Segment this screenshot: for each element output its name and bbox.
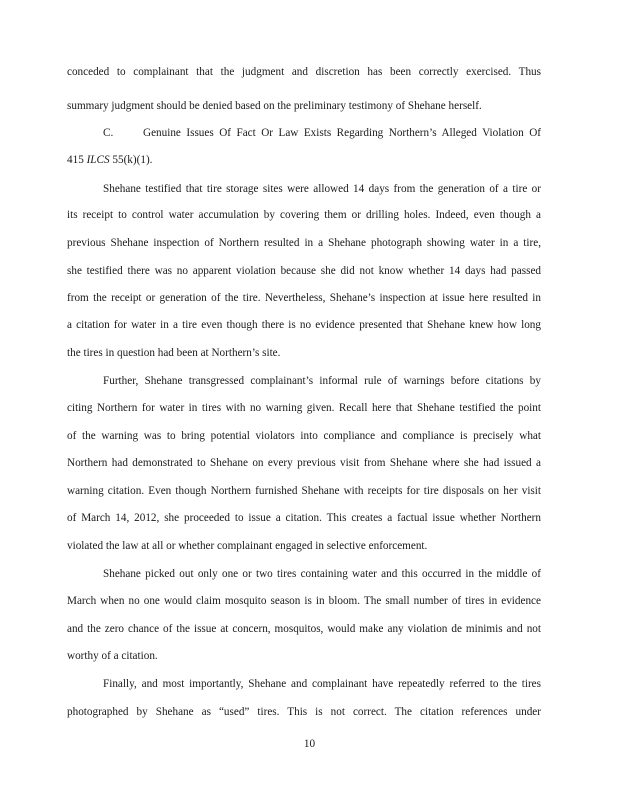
paragraph-5-line-2: photographed by Shehane as “used” tires. This is not correct. The citation references under <box>67 706 541 718</box>
paragraph-2-line-6: a citation for water in a tire even though there is no evidence presented that Shehane knew how long <box>67 319 541 331</box>
paragraph-3-line-1: Further, Shehane transgressed complainant’s informal rule of warnings before citations by <box>103 375 541 387</box>
paragraph-4-line-3: and the zero chance of the issue at concern, mosquitos, would make any violation de minimis and not <box>67 623 541 635</box>
citation-code: ILCS <box>86 154 110 166</box>
paragraph-1-line-2: summary judgment should be denied based on the preliminary testimony of Shehane herself. <box>67 100 482 112</box>
paragraph-2-line-3: previous Shehane inspection of Northern resulted in a Shehane photograph showing water in a tire, <box>67 237 541 249</box>
citation-number: 415 <box>67 154 87 166</box>
paragraph-4-line-2: March when no one would claim mosquito season is in bloom. The small number of tires in evidence <box>67 595 541 607</box>
section-heading-citation <box>67 153 541 167</box>
paragraph-3-line-3: of the warning was to bring potential violators into compliance and compliance is precisely what <box>67 430 541 442</box>
paragraph-3-line-7: violated the law at all or whether complainant engaged in selective enforcement. <box>67 540 428 552</box>
paragraph-3-line-5: warning citation. Even though Northern furnished Shehane with receipts for tire disposals on her visit <box>67 485 541 497</box>
section-heading: Genuine Issues Of Fact Or Law Exists Regarding Northern’s Alleged Violation Of <box>143 127 541 139</box>
paragraph-5-line-1: Finally, and most importantly, Shehane and complainant have repeatedly referred to the tires <box>103 678 541 690</box>
citation-section: 55(k)(1). <box>109 154 153 166</box>
section-letter: C. <box>103 127 114 139</box>
paragraph-2-line-2: its receipt to control water accumulation by covering them or drilling holes. Indeed, even though a <box>67 209 541 221</box>
paragraph-3-line-4: Northern had demonstrated to Shehane on every previous visit from Shehane where she had issued a <box>67 457 541 469</box>
paragraph-2-line-4: she testified there was no apparent violation because she did not know whether 14 days had passed <box>67 265 541 277</box>
paragraph-2-line-7: the tires in question had been at Northern’s site. <box>67 347 281 359</box>
page-number: 10 <box>303 738 316 750</box>
paragraph-2-line-1: Shehane testified that tire storage sites were allowed 14 days from the generation of a tire or <box>103 183 541 195</box>
paragraph-1-line-1: conceded to complainant that the judgment and discretion has been correctly exercised. Thus <box>67 66 541 78</box>
paragraph-3-line-6: of March 14, 2012, she proceeded to issue a citation. This creates a factual issue whether Northern <box>67 512 541 524</box>
paragraph-4-line-4: worthy of a citation. <box>67 650 158 662</box>
paragraph-2-line-5: from the receipt or generation of the tire. Nevertheless, Shehane’s inspection at issue here resulted in <box>67 292 541 304</box>
paragraph-3-line-2: citing Northern for water in tires with no warning given. Recall here that Shehane testified the point <box>67 402 541 414</box>
paragraph-4-line-1: Shehane picked out only one or two tires containing water and this occurred in the middle of <box>103 568 541 580</box>
